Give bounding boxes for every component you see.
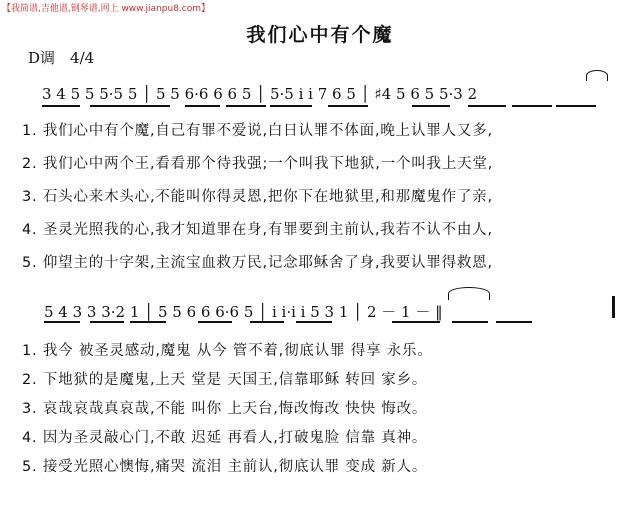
beam-line <box>412 105 450 107</box>
beam-line <box>185 105 220 107</box>
beam-line <box>198 321 232 323</box>
beam-line <box>130 321 166 323</box>
fermata-mark <box>586 70 608 81</box>
lyric-line-3b: 3. 哀哉哀哉真哀哉,不能 叫你 上天台,悔改悔改 快快 悔改。 <box>22 401 428 417</box>
site-watermark: 【我简谱,吉他谱,钢琴谱,网上 www.jianpu8.com】 <box>2 4 211 14</box>
lyric-line-1: 1. 我们心中有个魔,自己有罪不爱说,白日认罪不体面,晚上认罪人又多, <box>22 123 493 139</box>
lyric-line-5b: 5. 接受光照心懊悔,痛哭 流泪 主前认,彻底认罪 变成 新人。 <box>22 459 428 475</box>
beam-line <box>42 105 80 107</box>
beam-line <box>270 105 312 107</box>
tie-mark <box>448 287 490 300</box>
beam-line <box>392 321 440 323</box>
final-barline <box>612 296 615 318</box>
beam-line <box>296 321 332 323</box>
lyric-line-4: 4. 圣灵光照我的心,我才知道罪在身,有罪要到主前认,我若不认不由人, <box>22 222 493 238</box>
lyric-line-5: 5. 仰望主的十字架,主流宝血救万民,记念耶稣舍了身,我要认罪得救恩, <box>22 255 493 271</box>
notes-system-2: 5 4 3 3 3·2 1 │ 5 5 6 6 6·6 5 │ i i·i i 5 3 1 │ 2 － 1 － ‖ <box>44 303 443 321</box>
beam-line <box>512 105 552 107</box>
beam-line <box>226 105 266 107</box>
key-signature: D调 4/4 <box>28 49 95 67</box>
beam-line <box>90 321 124 323</box>
beam-line <box>468 105 506 107</box>
beam-line <box>496 321 532 323</box>
beam-line <box>328 105 368 107</box>
beam-line <box>90 105 170 107</box>
notes-system-1: 3 4 5 5 5·5 5 │ 5 5 6·6 6 6 5 │ 5·5 i i 7 6 5 │ ♯4 5 6 5 5·3 2 <box>42 85 478 103</box>
beam-line <box>44 321 80 323</box>
beam-line <box>556 105 596 107</box>
lyric-line-2: 2. 我们心中两个王,看看那个待我强;一个叫我下地狱,一个叫我上天堂, <box>22 156 494 172</box>
beam-line <box>452 321 488 323</box>
beam-line <box>250 321 284 323</box>
lyric-line-3: 3. 石头心来木头心,不能叫你得灵恩,把你下在地狱里,和那魔鬼作了亲, <box>22 189 493 205</box>
lyric-line-2b: 2. 下地狱的是魔鬼,上天 堂是 天国王,信靠耶稣 转回 家乡。 <box>22 372 428 388</box>
lyric-line-4b: 4. 因为圣灵敲心门,不敢 迟延 再看人,打破鬼脸 信靠 真神。 <box>22 430 428 446</box>
lyric-line-1b: 1. 我今 被圣灵感动,魔鬼 从今 管不着,彻底认罪 得享 永乐。 <box>22 343 433 359</box>
song-title: 我们心中有个魔 <box>246 24 394 46</box>
